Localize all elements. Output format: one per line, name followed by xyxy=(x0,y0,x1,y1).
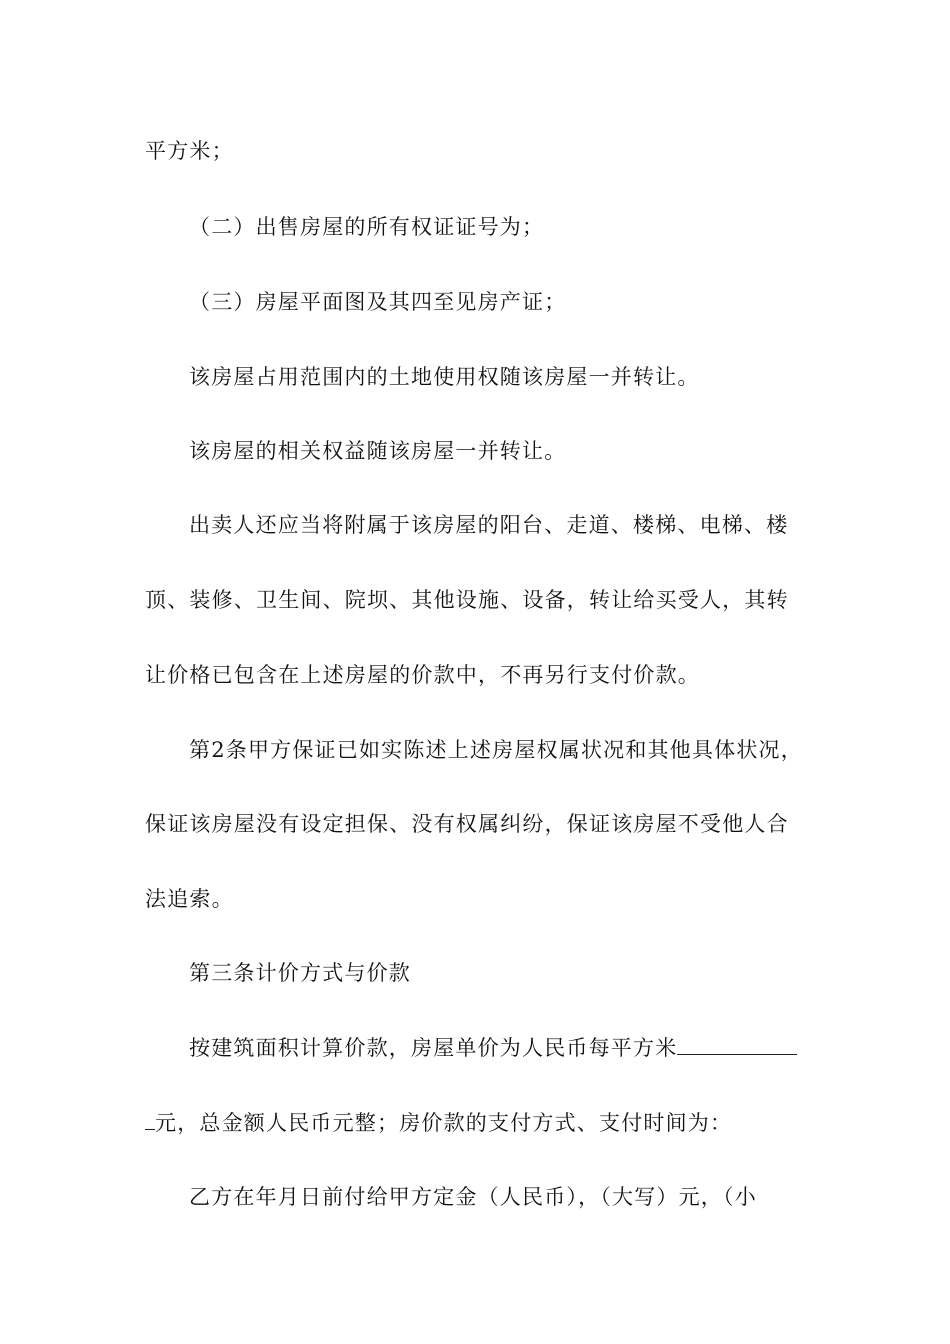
text-line: 出卖人还应当将附属于该房屋的阳台、走道、楼梯、电梯、楼 xyxy=(189,513,789,537)
text-line: 乙方在年月日前付给甲方定金（人民币），（大写）元，（小 xyxy=(189,1185,757,1209)
text-line: 顶、装修、卫生间、院坝、其他设施、设备，转让给买受人，其转 xyxy=(145,588,789,612)
text-line: （二）出售房屋的所有权证证号为； xyxy=(189,215,545,239)
fill-in-blank xyxy=(145,1111,155,1130)
text-line: （三）房屋平面图及其四至见房产证； xyxy=(189,290,567,314)
text-segment: 按建筑面积计算价款，房屋单价为人民币每平方米 xyxy=(189,1036,678,1060)
text-line: 平方米； xyxy=(145,139,234,163)
text-line-with-blank xyxy=(145,1108,732,1138)
text-line: 该房屋占用范围内的土地使用权随该房屋一并转让。 xyxy=(189,365,700,389)
text-segment: 元，总金额人民币元整；房价款的支付方式、支付时间为： xyxy=(155,1111,733,1135)
text-line: 该房屋的相关权益随该房屋一并转让。 xyxy=(189,439,567,463)
text-line: 让价格已包含在上述房屋的价款中，不再另行支付价款。 xyxy=(145,663,700,687)
text-line: 法追索。 xyxy=(145,887,234,911)
text-line: 保证该房屋没有设定担保、没有权属纠纷，保证该房屋不受他人合 xyxy=(145,812,789,836)
text-line: 第2条甲方保证已如实陈述上述房屋权属状况和其他具体状况， xyxy=(189,738,803,762)
text-line: 第三条计价方式与价款 xyxy=(189,961,411,985)
text-line-with-blank xyxy=(189,1033,797,1063)
fill-in-blank xyxy=(677,1036,797,1055)
